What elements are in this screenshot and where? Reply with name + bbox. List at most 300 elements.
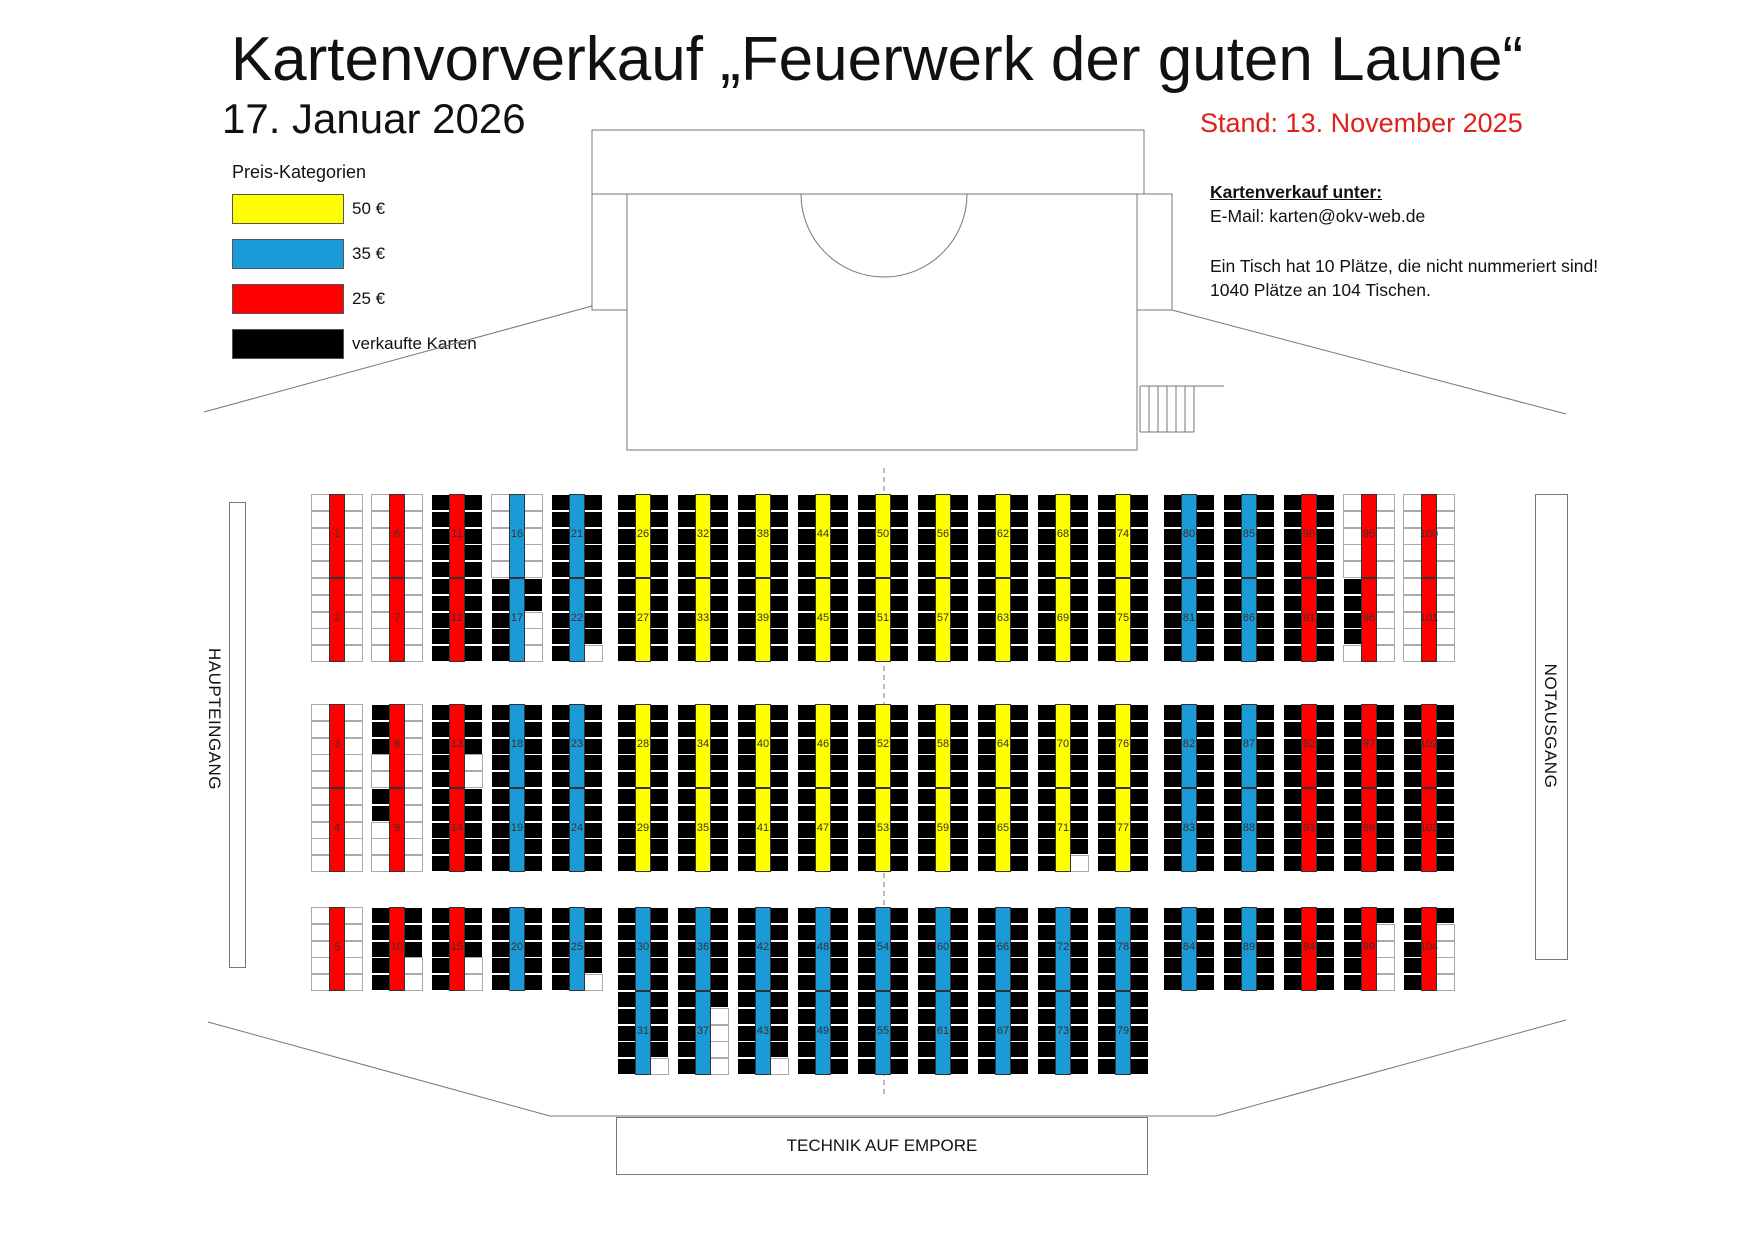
seat[interactable] [1376, 754, 1395, 771]
seat[interactable] [1403, 645, 1422, 662]
seat[interactable] [584, 941, 603, 958]
seat[interactable] [617, 595, 636, 612]
seat[interactable] [1403, 721, 1422, 738]
seat[interactable] [1376, 704, 1395, 721]
seat[interactable] [371, 822, 390, 839]
seat[interactable] [1436, 578, 1455, 595]
seat[interactable] [857, 924, 876, 941]
table-6[interactable] [371, 494, 423, 578]
seat[interactable] [464, 494, 483, 511]
seat[interactable] [1070, 595, 1089, 612]
seat[interactable] [1283, 612, 1302, 629]
seat[interactable] [710, 924, 729, 941]
seat[interactable] [1163, 561, 1182, 578]
seat[interactable] [551, 511, 570, 528]
table-4[interactable] [311, 788, 363, 872]
seat[interactable] [770, 991, 789, 1008]
seat[interactable] [737, 941, 756, 958]
seat[interactable] [311, 494, 330, 511]
seat[interactable] [1223, 561, 1242, 578]
seat[interactable] [650, 771, 669, 788]
seat[interactable] [1376, 561, 1395, 578]
seat[interactable] [1163, 907, 1182, 924]
seat[interactable] [677, 721, 696, 738]
seat[interactable] [1436, 544, 1455, 561]
seat[interactable] [524, 528, 543, 545]
seat[interactable] [1316, 822, 1335, 839]
seat[interactable] [344, 838, 363, 855]
seat[interactable] [917, 704, 936, 721]
seat[interactable] [710, 628, 729, 645]
seat[interactable] [1283, 544, 1302, 561]
seat[interactable] [1283, 561, 1302, 578]
seat[interactable] [1376, 721, 1395, 738]
seat[interactable] [710, 738, 729, 755]
seat[interactable] [1163, 612, 1182, 629]
table-71[interactable] [1037, 788, 1089, 872]
seat[interactable] [857, 612, 876, 629]
table-93[interactable] [1283, 788, 1335, 872]
seat[interactable] [770, 494, 789, 511]
seat[interactable] [584, 738, 603, 755]
seat[interactable] [710, 612, 729, 629]
seat[interactable] [1436, 754, 1455, 771]
seat[interactable] [890, 941, 909, 958]
seat[interactable] [650, 544, 669, 561]
table-66[interactable] [977, 907, 1029, 991]
seat[interactable] [1097, 991, 1116, 1008]
seat[interactable] [344, 628, 363, 645]
seat[interactable] [710, 494, 729, 511]
seat[interactable] [950, 838, 969, 855]
seat[interactable] [431, 924, 450, 941]
seat[interactable] [977, 924, 996, 941]
seat[interactable] [1376, 924, 1395, 941]
seat[interactable] [524, 738, 543, 755]
seat[interactable] [404, 822, 423, 839]
seat[interactable] [431, 974, 450, 991]
seat[interactable] [1436, 788, 1455, 805]
seat[interactable] [464, 822, 483, 839]
seat[interactable] [950, 924, 969, 941]
seat[interactable] [491, 838, 510, 855]
seat[interactable] [491, 805, 510, 822]
seat[interactable] [710, 704, 729, 721]
seat[interactable] [1010, 578, 1029, 595]
seat[interactable] [1010, 1041, 1029, 1058]
seat[interactable] [950, 1041, 969, 1058]
table-77[interactable] [1097, 788, 1149, 872]
seat[interactable] [1037, 838, 1056, 855]
seat[interactable] [710, 1041, 729, 1058]
seat[interactable] [677, 1025, 696, 1042]
seat[interactable] [524, 494, 543, 511]
seat[interactable] [1037, 754, 1056, 771]
seat[interactable] [617, 494, 636, 511]
seat[interactable] [977, 855, 996, 872]
seat[interactable] [677, 957, 696, 974]
seat[interactable] [1403, 771, 1422, 788]
seat[interactable] [950, 494, 969, 511]
seat[interactable] [650, 738, 669, 755]
seat[interactable] [650, 788, 669, 805]
seat[interactable] [677, 924, 696, 941]
seat[interactable] [1436, 494, 1455, 511]
seat[interactable] [710, 645, 729, 662]
seat[interactable] [1436, 822, 1455, 839]
seat[interactable] [344, 771, 363, 788]
seat[interactable] [1097, 957, 1116, 974]
table-98[interactable] [1343, 788, 1395, 872]
seat[interactable] [1436, 704, 1455, 721]
seat[interactable] [404, 838, 423, 855]
seat[interactable] [1376, 612, 1395, 629]
seat[interactable] [551, 578, 570, 595]
seat[interactable] [617, 907, 636, 924]
seat[interactable] [1343, 494, 1362, 511]
seat[interactable] [491, 771, 510, 788]
table-85[interactable] [1223, 494, 1275, 578]
seat[interactable] [1256, 738, 1275, 755]
seat[interactable] [311, 578, 330, 595]
seat[interactable] [371, 771, 390, 788]
seat[interactable] [617, 1008, 636, 1025]
seat[interactable] [1070, 771, 1089, 788]
seat[interactable] [524, 721, 543, 738]
table-16[interactable] [491, 494, 543, 578]
seat[interactable] [524, 578, 543, 595]
table-1[interactable] [311, 494, 363, 578]
seat[interactable] [371, 924, 390, 941]
seat[interactable] [737, 788, 756, 805]
seat[interactable] [1010, 1058, 1029, 1075]
seat[interactable] [1037, 1041, 1056, 1058]
seat[interactable] [917, 721, 936, 738]
seat[interactable] [710, 578, 729, 595]
table-55[interactable] [857, 991, 909, 1075]
seat[interactable] [491, 941, 510, 958]
seat[interactable] [650, 704, 669, 721]
seat[interactable] [584, 544, 603, 561]
seat[interactable] [950, 754, 969, 771]
seat[interactable] [1343, 612, 1362, 629]
seat[interactable] [917, 924, 936, 941]
table-53[interactable] [857, 788, 909, 872]
seat[interactable] [737, 907, 756, 924]
seat[interactable] [1196, 855, 1215, 872]
seat[interactable] [1343, 907, 1362, 924]
seat[interactable] [1256, 595, 1275, 612]
seat[interactable] [977, 974, 996, 991]
seat[interactable] [1283, 941, 1302, 958]
seat[interactable] [1376, 738, 1395, 755]
seat[interactable] [857, 941, 876, 958]
seat[interactable] [551, 494, 570, 511]
seat[interactable] [1010, 645, 1029, 662]
seat[interactable] [1097, 754, 1116, 771]
seat[interactable] [977, 578, 996, 595]
seat[interactable] [1097, 855, 1116, 872]
seat[interactable] [857, 494, 876, 511]
seat[interactable] [1403, 544, 1422, 561]
seat[interactable] [1037, 855, 1056, 872]
seat[interactable] [1343, 544, 1362, 561]
seat[interactable] [857, 838, 876, 855]
seat[interactable] [857, 1008, 876, 1025]
seat[interactable] [1223, 957, 1242, 974]
seat[interactable] [917, 957, 936, 974]
seat[interactable] [464, 595, 483, 612]
seat[interactable] [1376, 974, 1395, 991]
seat[interactable] [344, 612, 363, 629]
seat[interactable] [311, 924, 330, 941]
seat[interactable] [1283, 528, 1302, 545]
seat[interactable] [857, 721, 876, 738]
seat[interactable] [1037, 974, 1056, 991]
seat[interactable] [464, 805, 483, 822]
seat[interactable] [710, 974, 729, 991]
seat[interactable] [1130, 595, 1149, 612]
seat[interactable] [464, 612, 483, 629]
seat[interactable] [950, 805, 969, 822]
seat[interactable] [617, 721, 636, 738]
seat[interactable] [1163, 924, 1182, 941]
seat[interactable] [371, 544, 390, 561]
seat[interactable] [404, 494, 423, 511]
seat[interactable] [431, 771, 450, 788]
seat[interactable] [524, 957, 543, 974]
seat[interactable] [1403, 974, 1422, 991]
seat[interactable] [404, 578, 423, 595]
seat[interactable] [770, 1025, 789, 1042]
seat[interactable] [524, 974, 543, 991]
seat[interactable] [464, 645, 483, 662]
seat[interactable] [1343, 957, 1362, 974]
seat[interactable] [1070, 628, 1089, 645]
seat[interactable] [950, 822, 969, 839]
seat[interactable] [737, 974, 756, 991]
seat[interactable] [524, 822, 543, 839]
seat[interactable] [1097, 628, 1116, 645]
table-44[interactable] [797, 494, 849, 578]
seat[interactable] [917, 561, 936, 578]
seat[interactable] [770, 628, 789, 645]
table-48[interactable] [797, 907, 849, 991]
seat[interactable] [797, 738, 816, 755]
table-101[interactable] [1403, 578, 1455, 662]
table-52[interactable] [857, 704, 909, 788]
seat[interactable] [1130, 924, 1149, 941]
seat[interactable] [344, 974, 363, 991]
seat[interactable] [830, 907, 849, 924]
seat[interactable] [797, 645, 816, 662]
seat[interactable] [1010, 974, 1029, 991]
seat[interactable] [1343, 805, 1362, 822]
seat[interactable] [1256, 974, 1275, 991]
seat[interactable] [491, 855, 510, 872]
seat[interactable] [1436, 645, 1455, 662]
table-57[interactable] [917, 578, 969, 662]
table-35[interactable] [677, 788, 729, 872]
seat[interactable] [1376, 511, 1395, 528]
seat[interactable] [770, 788, 789, 805]
seat[interactable] [917, 494, 936, 511]
seat[interactable] [431, 528, 450, 545]
seat[interactable] [1283, 771, 1302, 788]
seat[interactable] [857, 628, 876, 645]
seat[interactable] [677, 754, 696, 771]
seat[interactable] [491, 924, 510, 941]
seat[interactable] [977, 628, 996, 645]
seat[interactable] [1097, 528, 1116, 545]
seat[interactable] [371, 855, 390, 872]
seat[interactable] [1196, 528, 1215, 545]
seat[interactable] [1403, 561, 1422, 578]
seat[interactable] [1403, 788, 1422, 805]
seat[interactable] [1316, 721, 1335, 738]
table-9[interactable] [371, 788, 423, 872]
seat[interactable] [1130, 771, 1149, 788]
seat[interactable] [524, 544, 543, 561]
seat[interactable] [977, 1058, 996, 1075]
table-34[interactable] [677, 704, 729, 788]
seat[interactable] [1403, 612, 1422, 629]
seat[interactable] [431, 754, 450, 771]
seat[interactable] [464, 957, 483, 974]
seat[interactable] [1010, 957, 1029, 974]
seat[interactable] [491, 822, 510, 839]
seat[interactable] [1403, 941, 1422, 958]
seat[interactable] [770, 822, 789, 839]
seat[interactable] [1283, 511, 1302, 528]
seat[interactable] [1436, 771, 1455, 788]
seat[interactable] [491, 544, 510, 561]
seat[interactable] [1436, 528, 1455, 545]
seat[interactable] [1010, 991, 1029, 1008]
seat[interactable] [584, 838, 603, 855]
seat[interactable] [311, 771, 330, 788]
seat[interactable] [524, 907, 543, 924]
table-20[interactable] [491, 907, 543, 991]
seat[interactable] [917, 1025, 936, 1042]
seat[interactable] [650, 494, 669, 511]
seat[interactable] [1010, 788, 1029, 805]
seat[interactable] [371, 941, 390, 958]
seat[interactable] [464, 561, 483, 578]
seat[interactable] [1436, 561, 1455, 578]
seat[interactable] [1196, 822, 1215, 839]
seat[interactable] [1196, 645, 1215, 662]
seat[interactable] [464, 704, 483, 721]
table-33[interactable] [677, 578, 729, 662]
seat[interactable] [737, 754, 756, 771]
seat[interactable] [797, 941, 816, 958]
seat[interactable] [857, 738, 876, 755]
seat[interactable] [1283, 855, 1302, 872]
seat[interactable] [1130, 494, 1149, 511]
seat[interactable] [797, 1041, 816, 1058]
seat[interactable] [677, 511, 696, 528]
seat[interactable] [710, 511, 729, 528]
seat[interactable] [1010, 704, 1029, 721]
seat[interactable] [1436, 805, 1455, 822]
seat[interactable] [1037, 771, 1056, 788]
seat[interactable] [1343, 704, 1362, 721]
seat[interactable] [1196, 595, 1215, 612]
seat[interactable] [464, 754, 483, 771]
seat[interactable] [1223, 645, 1242, 662]
seat[interactable] [617, 578, 636, 595]
seat[interactable] [1343, 578, 1362, 595]
seat[interactable] [1070, 907, 1089, 924]
seat[interactable] [1196, 738, 1215, 755]
seat[interactable] [1196, 494, 1215, 511]
seat[interactable] [1070, 721, 1089, 738]
seat[interactable] [1163, 941, 1182, 958]
seat[interactable] [1256, 494, 1275, 511]
seat[interactable] [1037, 721, 1056, 738]
seat[interactable] [1376, 528, 1395, 545]
seat[interactable] [770, 855, 789, 872]
seat[interactable] [1403, 754, 1422, 771]
seat[interactable] [1130, 738, 1149, 755]
seat[interactable] [950, 704, 969, 721]
seat[interactable] [1130, 941, 1149, 958]
seat[interactable] [737, 721, 756, 738]
seat[interactable] [1316, 907, 1335, 924]
seat[interactable] [650, 974, 669, 991]
seat[interactable] [977, 754, 996, 771]
seat[interactable] [797, 1058, 816, 1075]
seat[interactable] [1256, 612, 1275, 629]
seat[interactable] [1376, 855, 1395, 872]
seat[interactable] [1163, 855, 1182, 872]
seat[interactable] [737, 957, 756, 974]
seat[interactable] [344, 645, 363, 662]
seat[interactable] [977, 771, 996, 788]
seat[interactable] [617, 754, 636, 771]
seat[interactable] [710, 754, 729, 771]
seat[interactable] [797, 511, 816, 528]
table-68[interactable] [1037, 494, 1089, 578]
table-51[interactable] [857, 578, 909, 662]
seat[interactable] [1010, 738, 1029, 755]
seat[interactable] [677, 788, 696, 805]
seat[interactable] [491, 612, 510, 629]
seat[interactable] [404, 528, 423, 545]
seat[interactable] [371, 957, 390, 974]
seat[interactable] [1283, 578, 1302, 595]
seat[interactable] [1316, 511, 1335, 528]
seat[interactable] [551, 941, 570, 958]
seat[interactable] [344, 721, 363, 738]
seat[interactable] [1010, 595, 1029, 612]
seat[interactable] [524, 771, 543, 788]
seat[interactable] [1256, 628, 1275, 645]
seat[interactable] [311, 528, 330, 545]
seat[interactable] [1196, 578, 1215, 595]
seat[interactable] [1343, 855, 1362, 872]
seat[interactable] [491, 595, 510, 612]
seat[interactable] [404, 957, 423, 974]
seat[interactable] [1196, 924, 1215, 941]
seat[interactable] [1070, 1025, 1089, 1042]
seat[interactable] [857, 511, 876, 528]
seat[interactable] [890, 974, 909, 991]
seat[interactable] [1223, 805, 1242, 822]
seat[interactable] [1010, 528, 1029, 545]
seat[interactable] [1223, 494, 1242, 511]
